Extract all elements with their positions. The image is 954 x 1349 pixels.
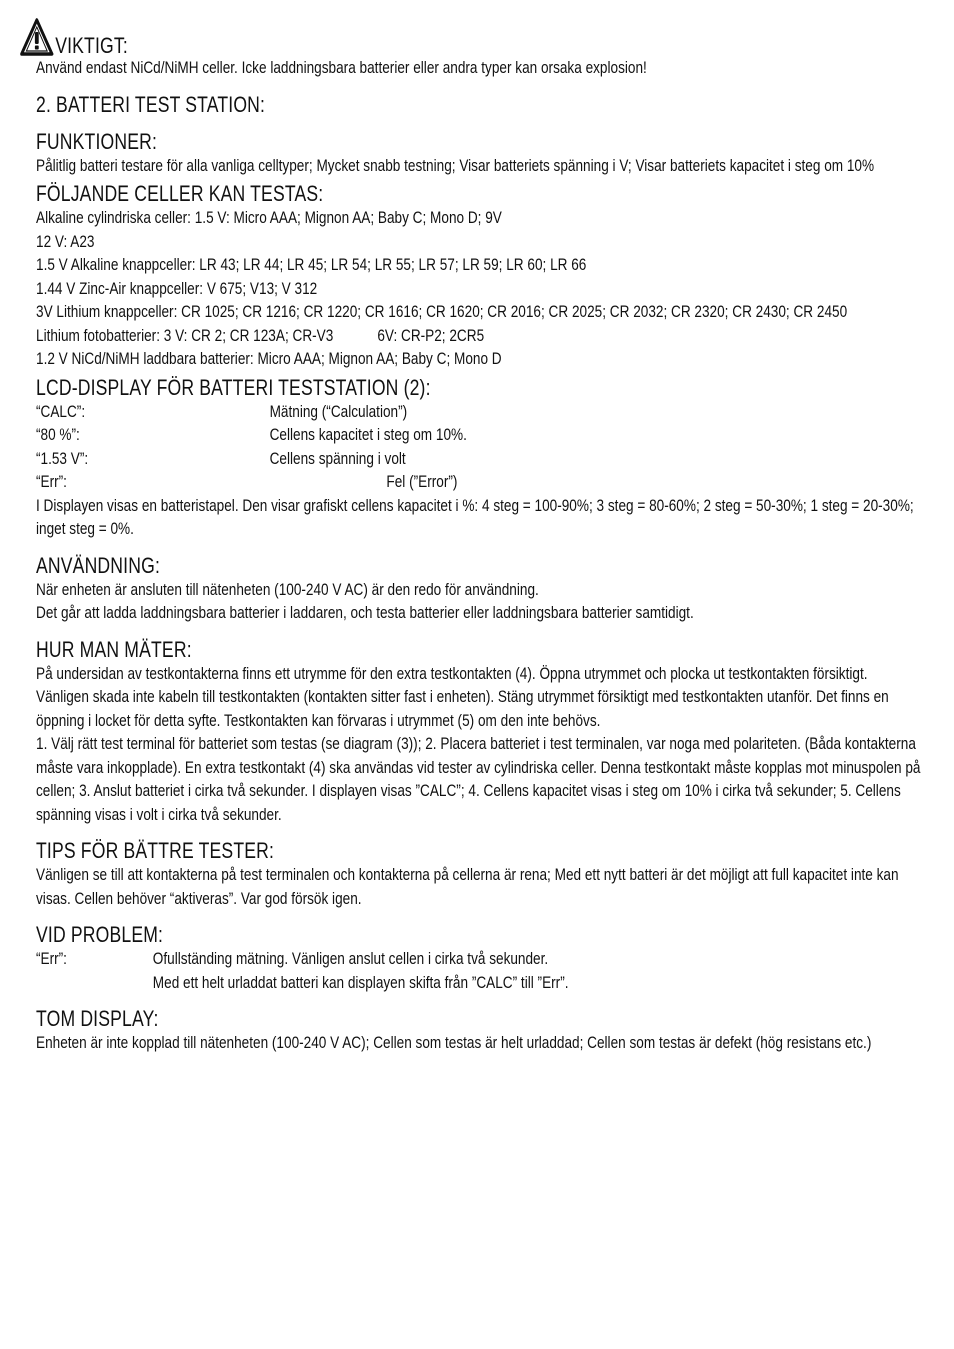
lcd-text: I Displayen visas en batteristapel. Den visar grafiskt cellens kapacitet i %: 4 steg = 100-90%; 3 steg = 80-60%; 2 steg = 50-30%; 1 steg = 20-30%; inget steg = 0%. — [36, 495, 914, 538]
hur-paragraph-1: På undersidan av testkontakterna finns ett utrymme för den extra testkontakten (4). Öppna utrymmet och plocka ut testkontakten försiktigt. Vänligen skada inte kabeln till testkontakten (kontakten sitter fast i enheten). Stäng utrymmet försiktigt med testkontakten utanför. Det finns en öppning i locket för detta syfte. Testkontakten kan förvaras i utrymmet (5) om den inte behövs. — [36, 663, 889, 730]
lcd-row — [36, 400, 924, 424]
problem-value-2: Med ett helt urladdat batteri kan displayen skifta från ”CALC” till ”Err”. — [152, 972, 569, 992]
lcd-row — [36, 447, 924, 471]
anvandning-heading: ANVÄNDNING: — [36, 552, 160, 578]
lcd-key: “80 %”: — [36, 425, 80, 444]
hur-paragraph-2: 1. Välj rätt test terminal för batteriet som testas (se diagram (3)); 2. Placera batteriet i test terminalen, var noga med polariteten. (Båda kontakterna måste vara inkopplade). En extra testkontakt (4) ska användas vid tester av cylindriska celler. Denna testkontakt måste kopplas mot minuspolen på cellen; 3. Anslut batteriet i cirka två sekunder. I displayen visas ”CALC”; 4. Cellens kapacitet visas i steg om 10% i cirka två sekunder; 5. Cellens spänning visas i volt i cirka två sekunder. — [36, 734, 921, 824]
manual-page — [36, 14, 924, 1055]
lcd-value: Cellens kapacitet i steg om 10%. — [269, 425, 467, 444]
tom-heading: TOM DISPLAY: — [36, 1006, 159, 1031]
warning-header — [20, 14, 924, 56]
warning-title: VIKTIGT: — [55, 33, 128, 58]
funktioner-heading: FUNKTIONER: — [36, 128, 158, 154]
hur-heading: HUR MAN MÄTER: — [36, 636, 192, 662]
anvandning-line: Det går att ladda laddningsbara batterier i laddaren, och testa batterier eller laddningsbara batterier samtidigt. — [36, 603, 694, 622]
tips-heading: TIPS FÖR BÄTTRE TESTER: — [36, 838, 275, 863]
funktioner-text: Pålitlig batteri testare för alla vanliga celltyper; Mycket snabb testning; Visar batteriets spänning i V; Visar batteriets kapacitet i steg om 10% — [36, 155, 875, 175]
tom-text: Enheten är inte kopplad till nätenheten (100-240 V AC); Cellen som testas är helt urladdad; Cellen som testas är defekt (hög resistans etc.) — [36, 1033, 872, 1052]
celler-line: 1.44 V Zinc-Air knappceller: V 675; V13; V 312 — [36, 278, 318, 298]
celler-heading: FÖLJANDE CELLER KAN TESTAS: — [36, 181, 324, 206]
lcd-key: “1.53 V”: — [36, 448, 89, 468]
page-content — [36, 14, 924, 1055]
problem-key: “Err”: — [36, 949, 67, 968]
section-title: 2. BATTERI TEST STATION: — [36, 91, 266, 117]
problem-heading: VID PROBLEM: — [36, 922, 164, 947]
anvandning-line: När enheten är ansluten till nätenheten (100-240 V AC) är den redo för användning. — [36, 579, 539, 599]
celler-line: 12 V: A23 — [36, 231, 95, 251]
warning-text: Använd endast NiCd/NiMH celler. Icke laddningsbara batterier eller andra typer kan orsaka explosion! — [36, 58, 647, 77]
lcd-row — [36, 470, 924, 494]
lcd-key: “CALC”: — [36, 401, 86, 421]
lcd-value: Mätning (“Calculation”) — [269, 401, 408, 421]
celler-foto-a: Lithium fotobatterier: 3 V: CR 2; CR 123A; CR-V3 — [36, 325, 334, 345]
lcd-key: “Err”: — [36, 472, 67, 491]
celler-line: Alkaline cylindriska celler: 1.5 V: Micro AAA; Mignon AA; Baby C; Mono D; 9V — [36, 208, 502, 227]
lcd-value: Cellens spänning i volt — [269, 448, 406, 468]
celler-line: 1.5 V Alkaline knappceller: LR 43; LR 44; LR 45; LR 54; LR 55; LR 57; LR 59; LR 60; LR 66 — [36, 255, 587, 274]
tips-text: Vänligen se till att kontakterna på test terminalen och kontakterna på cellerna är rena; Med ett nytt batteri är det möjligt att full kapacitet inte kan visas. Cellen behöver “aktiveras”. Var god försök igen. — [36, 865, 899, 908]
lcd-row — [36, 423, 924, 447]
warning-triangle-icon — [20, 18, 54, 56]
celler-line: 3V Lithium knappceller: CR 1025; CR 1216; CR 1220; CR 1616; CR 1620; CR 2016; CR 2025; CR 2032; CR 2320; CR 2430; CR 2450 — [36, 302, 848, 321]
problem-row — [36, 947, 924, 971]
celler-foto-b: 6V: CR-P2; 2CR5 — [377, 325, 485, 345]
lcd-heading: LCD-DISPLAY FÖR BATTERI TESTSTATION (2): — [36, 374, 431, 400]
problem-value: Ofullständing mätning. Vänligen anslut cellen i cirka två sekunder. — [152, 949, 549, 968]
celler-line: 1.2 V NiCd/NiMH laddbara batterier: Micro AAA; Mignon AA; Baby C; Mono D — [36, 349, 502, 368]
lcd-value: Fel (”Error”) — [386, 472, 458, 491]
celler-foto-line — [36, 324, 924, 348]
